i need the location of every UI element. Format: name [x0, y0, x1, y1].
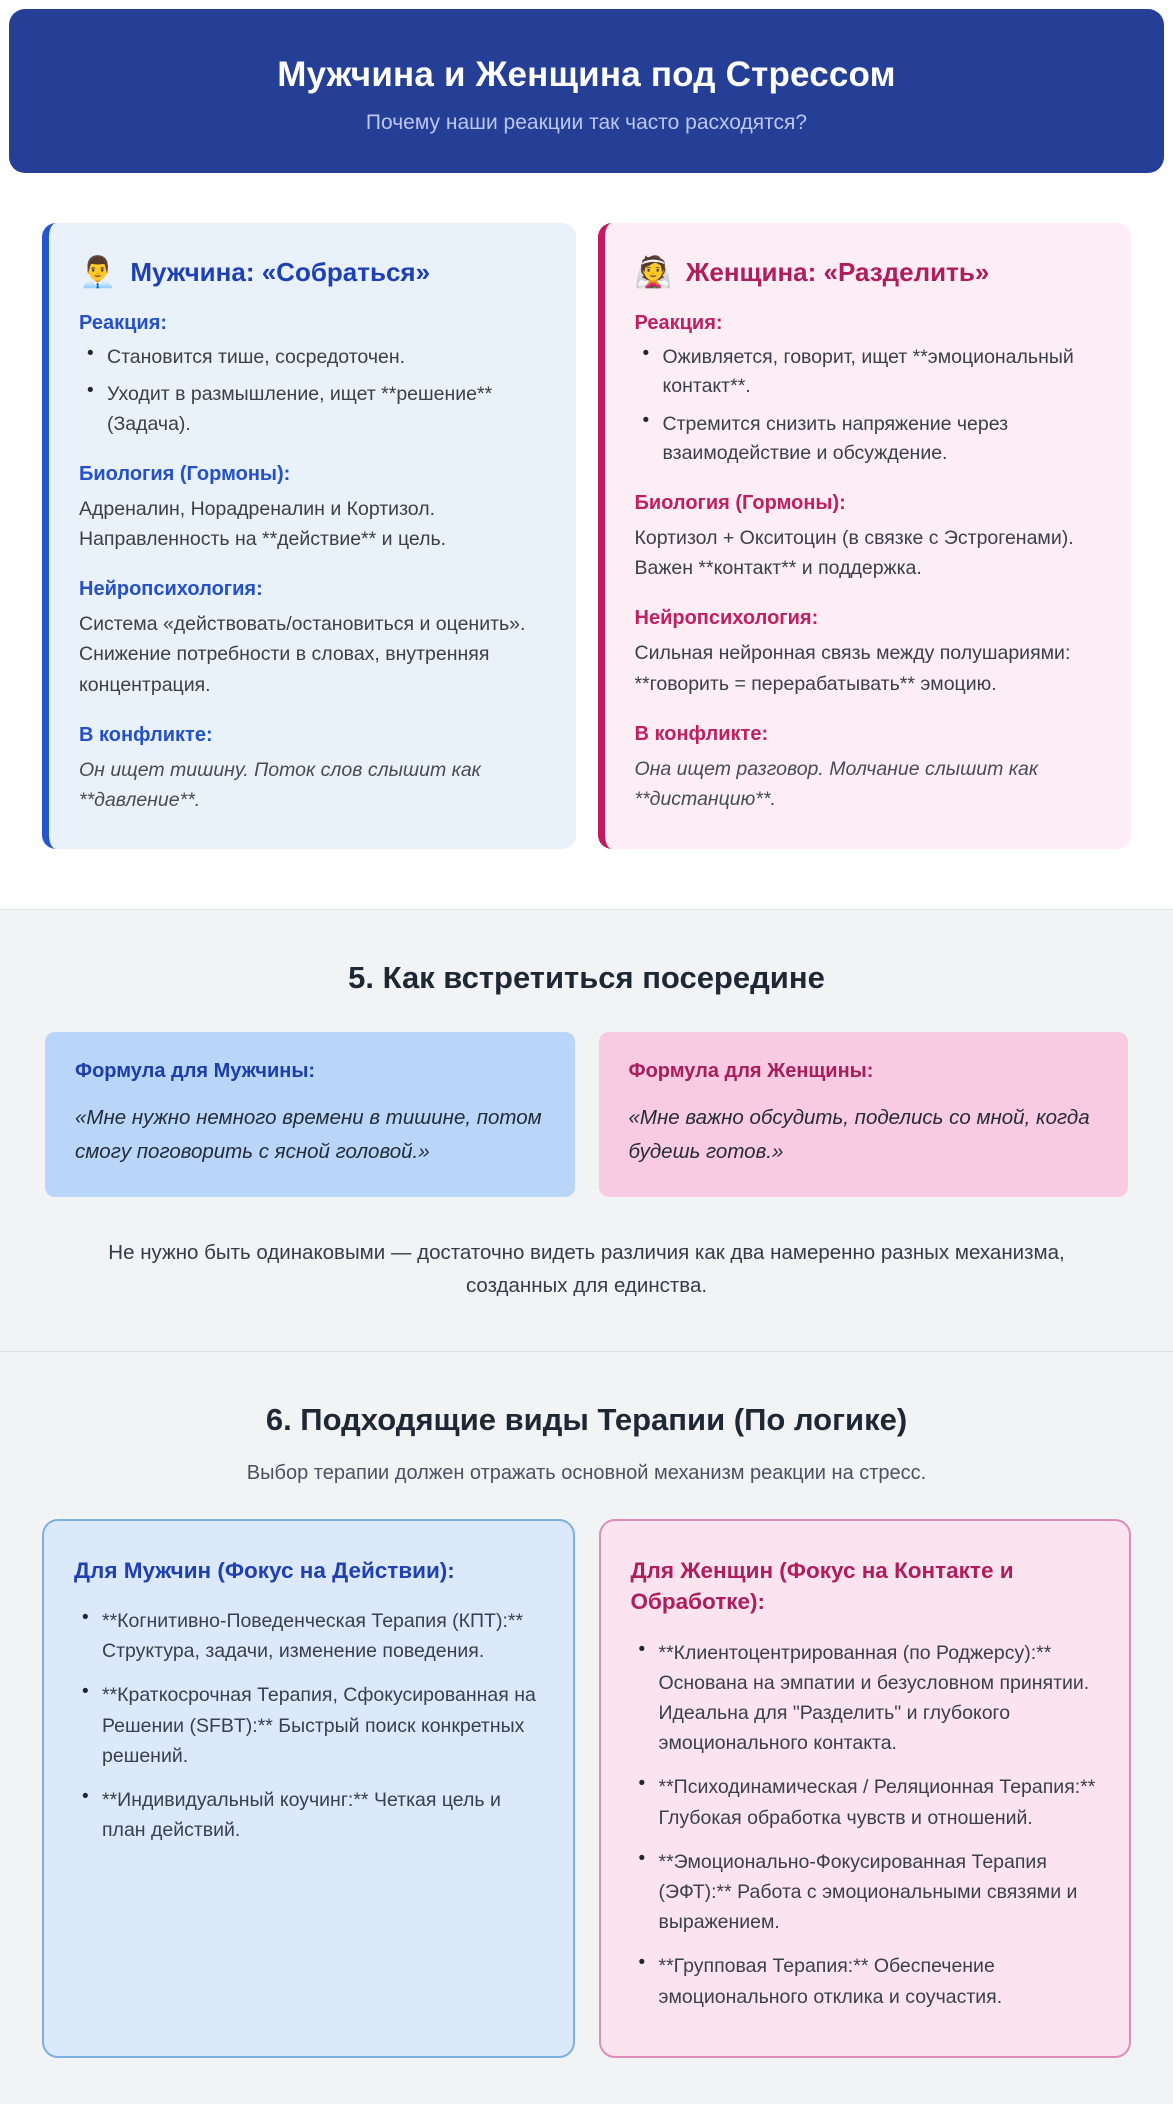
female-reaction-list	[635, 343, 1102, 468]
female-reaction-label: Реакция:	[634, 312, 723, 334]
female-neuro-text: Сильная нейронная связь между полушариями: **говорить = перерабатывать** эмоцию.	[634, 642, 1071, 695]
section-5	[0, 909, 1173, 1350]
female-card-title	[635, 257, 1102, 288]
formula-row	[0, 996, 1173, 1197]
list-item: • **Психодинамическая / Реляционная Терапия:** Глубокая обработка чувств и отношений.	[637, 1772, 1100, 1832]
male-therapy-title: Для Мужчин (Фокус на Действии):	[74, 1557, 455, 1583]
male-card-title-text: Мужчина: «Собраться»	[130, 257, 431, 287]
list-item: • Оживляется, говорит, ищет **эмоциональный контакт**.	[641, 343, 1102, 402]
male-conflict-label: В конфликте:	[79, 723, 213, 746]
male-therapy-list	[74, 1606, 543, 1846]
page-subtitle: Почему наши реакции так часто расходятся?	[365, 111, 808, 134]
man-icon: 👨‍💼	[79, 255, 117, 289]
list-item: • **Краткосрочная Терапия, Сфокусированная на Решении (SFBT):** Быстрый поиск конкретных решений.	[80, 1680, 543, 1771]
list-item: • Уходит в размышление, ищет **решение** (Задача).	[85, 380, 546, 439]
female-profile-card	[598, 223, 1132, 849]
page-title: Мужчина и Женщина под Стрессом	[277, 55, 896, 94]
list-item: • **Индивидуальный коучинг:** Четкая цель и план действий.	[80, 1785, 543, 1845]
male-reaction-list	[79, 343, 546, 439]
male-therapy-card	[42, 1519, 575, 2058]
male-formula-label: Формула для Мужчины:	[75, 1060, 316, 1083]
male-formula-box	[45, 1032, 575, 1197]
male-biology-text: Адреналин, Норадреналин и Кортизол. Направленность на **действие** и цель.	[79, 497, 447, 550]
male-reaction-label: Реакция:	[79, 312, 168, 334]
section-6-heading: 6. Подходящие виды Терапии (По логике)	[265, 1401, 908, 1437]
male-neuro-label: Нейропсихология:	[79, 578, 263, 601]
female-biology-text: Кортизол + Окситоцин (в связке с Эстрогенами). Важен **контакт** и поддержка.	[634, 527, 1074, 580]
infographic-page	[0, 9, 1173, 2104]
female-formula-box	[599, 1032, 1129, 1197]
therapy-row	[0, 1485, 1173, 2104]
female-therapy-list	[631, 1638, 1100, 2012]
male-card-title	[79, 257, 546, 288]
male-profile-card	[42, 223, 576, 849]
female-therapy-title: Для Женщин (Фокус на Контакте и Обработке):	[630, 1557, 1014, 1614]
list-item: • Стремится снизить напряжение через взаимодействие и обсуждение.	[641, 410, 1102, 469]
male-formula-quote: «Мне нужно немного времени в тишине, потом смогу поговорить с ясной головой.»	[75, 1106, 542, 1164]
female-card-title-text: Женщина: «Разделить»	[685, 257, 990, 287]
section-6-subtitle: Выбор терапии должен отражать основной механизм реакции на стресс.	[246, 1461, 927, 1484]
section-5-heading: 5. Как встретиться посередине	[348, 960, 825, 996]
male-biology-label: Биология (Гормоны):	[79, 462, 291, 485]
header-banner	[9, 9, 1164, 173]
woman-icon: 👰	[634, 255, 672, 289]
female-therapy-card	[599, 1519, 1132, 2058]
female-neuro-label: Нейропсихология:	[634, 607, 819, 630]
list-item: • **Клиентоцентрированная (по Роджерсу):** Основана на эмпатии и безусловном принятии. Идеальна для "Разделить" и глубокого эмоционального контакта.	[637, 1638, 1100, 1759]
female-conflict-text: Она ищет разговор. Молчание слышит как **дистанцию**.	[634, 757, 1039, 811]
list-item: • **Групповая Терапия:** Обеспечение эмоционального отклика и соучастия.	[637, 1951, 1100, 2011]
list-item: • **Эмоционально-Фокусированная Терапия (ЭФТ):** Работа с эмоциональными связями и выражением.	[637, 1847, 1100, 1938]
comparison-row	[42, 223, 1131, 849]
comparison-section	[0, 173, 1173, 909]
female-biology-label: Биология (Гормоны):	[634, 492, 846, 514]
section-5-conclusion: Не нужно быть одинаковыми — достаточно видеть различия как два намеренно разных механизма, созданных для единства.	[108, 1240, 1065, 1297]
female-formula-quote: «Мне важно обсудить, поделись со мной, когда будешь готов.»	[628, 1106, 1090, 1164]
list-item: • Становится тише, сосредоточен.	[85, 343, 546, 372]
section-6	[0, 1351, 1173, 2104]
female-conflict-label: В конфликте:	[634, 722, 769, 745]
male-conflict-text: Он ищет тишину. Поток слов слышит как **давление**.	[79, 758, 481, 812]
list-item: • **Когнитивно-Поведенческая Терапия (КПТ):** Структура, задачи, изменение поведения.	[80, 1606, 543, 1666]
female-formula-label: Формула для Женщины:	[628, 1060, 874, 1083]
male-neuro-text: Система «действовать/остановиться и оценить». Снижение потребности в словах, внутренняя концентрация.	[79, 613, 526, 696]
